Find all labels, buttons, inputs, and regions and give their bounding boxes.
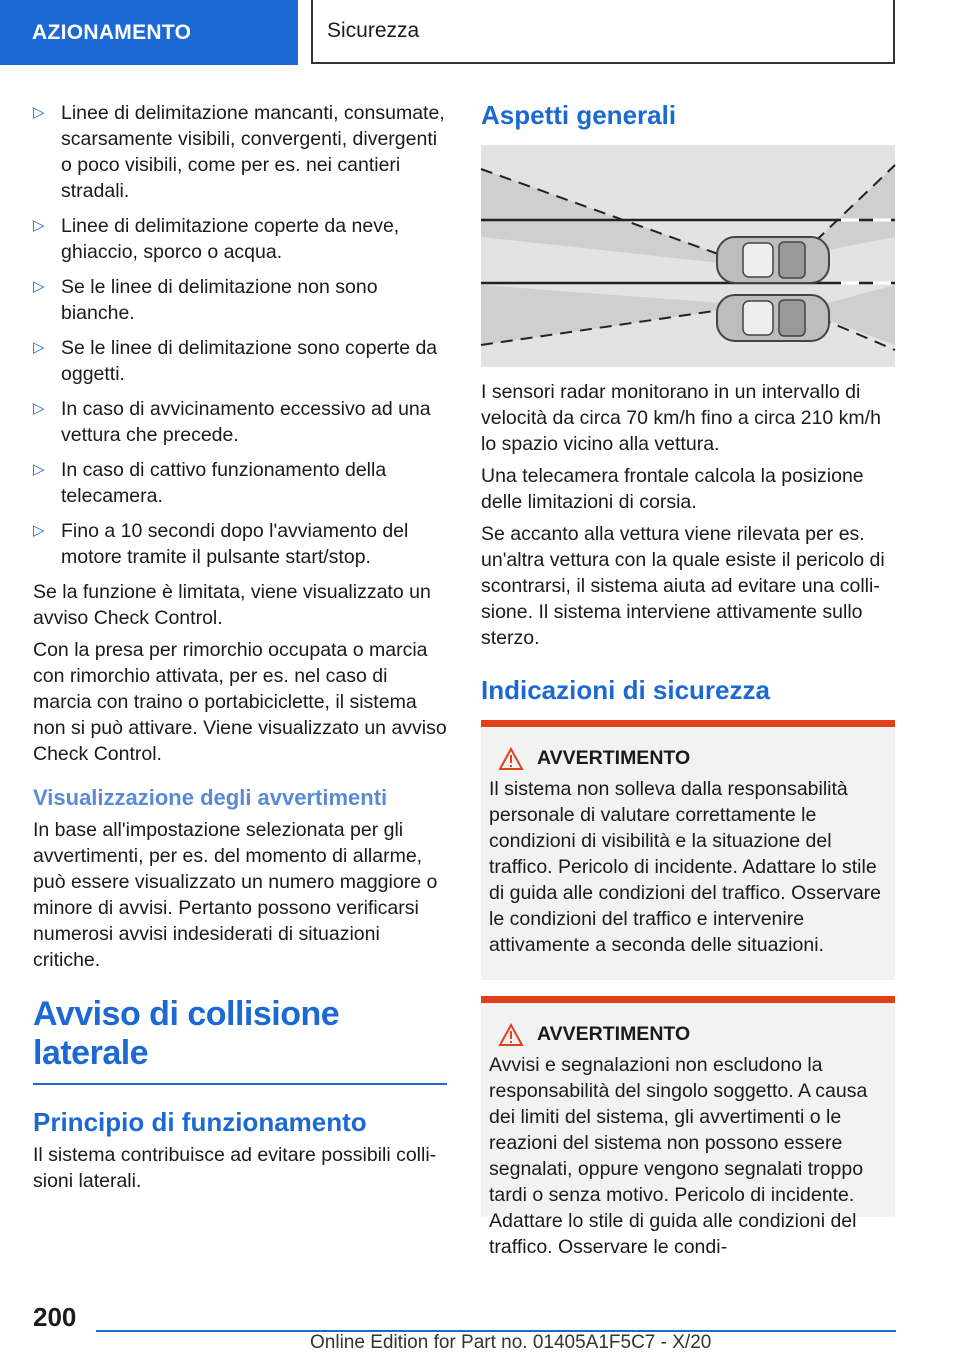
subsection-heading: Indicazioni di sicurezza — [481, 675, 770, 705]
triangle-bullet-icon: ▷ — [33, 522, 45, 539]
subsection-heading: Principio di funzionamento — [33, 1107, 367, 1137]
warning-box — [481, 996, 895, 1258]
chapter-tab — [311, 0, 895, 64]
radar-illustration — [481, 145, 895, 367]
body-paragraph: Se accanto alla vettura viene rilevata per es. un'altra vettura con la quale esiste il pericolo di scontrarsi, il sistema aiuta ad evitare una collisione. Il sistema interviene attivamente sullo sterzo. — [481, 523, 885, 649]
chapter-title: Sicurezza — [327, 19, 420, 42]
section-title: AZIONAMENTO — [32, 20, 192, 44]
triangle-bullet-icon: ▷ — [33, 104, 45, 121]
warning-title: AVVERTIMENTO — [537, 1023, 691, 1045]
list-item: ▷ Linee di delimitazione coperte da neve, ghiaccio, sporco o acqua. — [33, 215, 400, 263]
body-paragraph: Una telecamera frontale calcola la posizione delle limitazioni di corsia. — [481, 465, 864, 513]
warning-text: Il sistema non solleva dalla responsabilità personale di valutare correttamente le condizioni di visibilità e la situazione del traffico. Pericolo di incidente. Adattare lo stile di guida alle condizioni del traffico. Osservare le condizioni del traffico e intervenire attivamente a seconda delle situazioni. — [489, 778, 882, 956]
warning-triangle-icon — [499, 1024, 523, 1046]
triangle-bullet-icon: ▷ — [33, 339, 45, 356]
list-item: ▷ Fino a 10 secondi dopo l'avviamento del motore tramite il pulsante start/stop. — [33, 520, 409, 568]
triangle-bullet-icon: ▷ — [33, 278, 45, 295]
triangle-bullet-icon: ▷ — [33, 217, 45, 234]
body-paragraph: I sensori radar monitorano in un intervallo di velocità da circa 70 km/h fino a circa 210 km/h lo spazio vicino alla vettura. — [481, 381, 881, 455]
warning-box — [481, 720, 895, 980]
body-paragraph: Con la presa per rimorchio occupata o marcia con rimorchio attivata, per es. nel caso di marcia con traino o portabiciclette, il sistema non si può attivare. Viene visualizzato un avviso Check Control. — [33, 639, 447, 765]
subsection-heading: Aspetti generali — [481, 100, 677, 130]
body-paragraph: In base all'impostazione selezionata per gli avvertimenti, per es. del momento di allarme, può essere visualizzato un numero maggiore o minore di avvisi. Pertanto possono verificarsi numerosi avvisi indesiderati di situazioni critiche. — [33, 819, 438, 971]
page-number: 200 — [33, 1302, 77, 1332]
triangle-bullet-icon: ▷ — [33, 400, 45, 417]
triangle-bullet-icon: ▷ — [33, 461, 45, 478]
radar-diagram-svg — [481, 145, 895, 367]
list-item: ▷ In caso di cattivo funzionamento della telecamera. — [33, 459, 387, 507]
list-item: ▷ Se le linee di delimitazione sono coperte da oggetti. — [33, 337, 438, 385]
section-heading: Avviso di collisione laterale — [33, 995, 447, 1085]
body-paragraph: Se la funzione è limitata, viene visualizzato un avviso Check Control. — [33, 581, 431, 629]
section-tab — [0, 0, 298, 65]
footer-edition: Online Edition for Part no. 01405A1F5C7 - X/20 — [310, 1332, 712, 1353]
limitations-list — [33, 100, 447, 570]
body-paragraph: Il sistema contribuisce ad evitare possibili collisioni laterali. — [33, 1144, 437, 1192]
left-column — [33, 100, 447, 1200]
list-item: ▷ Se le linee di delimitazione non sono bianche. — [33, 276, 378, 324]
warning-text: Avvisi e segnalazioni non escludono la responsabilità del singolo soggetto. A causa dei limiti del sistema, gli avvertimenti o le reazioni del sistema non possono essere segnalati, oppure vengono segnalati troppo tardi o senza motivo. Pericolo di incidente. Adattare lo stile di guida alle condizioni del traffico. Osservare le condi- — [489, 1054, 868, 1258]
list-item: ▷ In caso di avvicinamento eccessivo ad una vettura che precede. — [33, 398, 431, 446]
warning-triangle-icon — [499, 748, 523, 770]
subheading: Visualizzazione degli avvertimenti — [33, 785, 388, 810]
warning-title: AVVERTIMENTO — [537, 747, 691, 769]
right-column — [481, 100, 895, 1258]
list-item: ▷ Linee di delimitazione mancanti, consumate, scarsamente visibili, convergenti, divergenti o poco visibili, come per es. nei cantieri stradali. — [33, 102, 445, 202]
